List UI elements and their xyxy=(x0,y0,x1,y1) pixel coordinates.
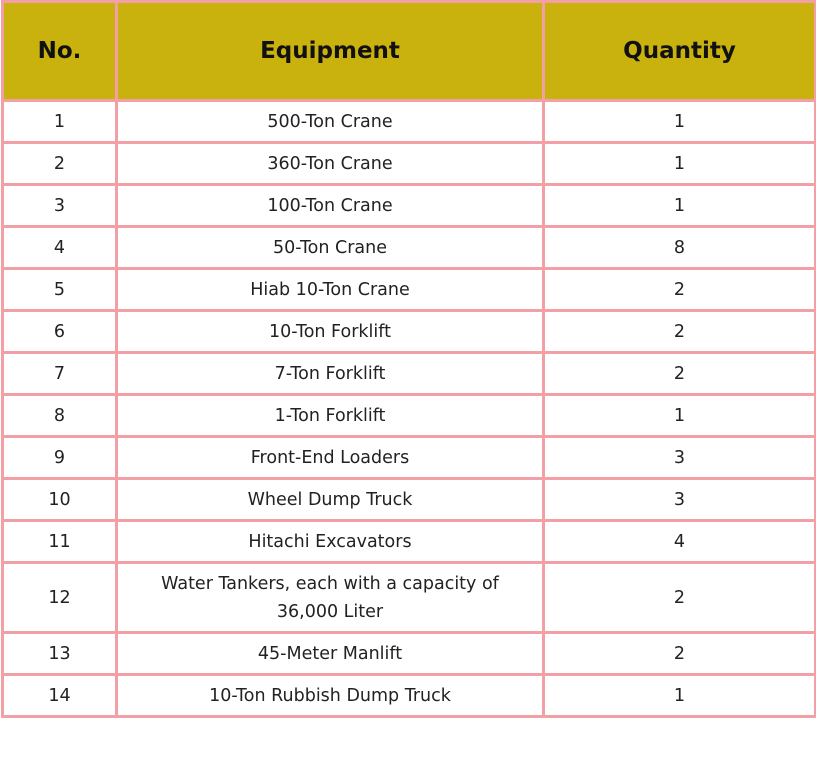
cell-no: 3 xyxy=(3,185,117,227)
cell-quantity: 1 xyxy=(544,185,816,227)
cell-no: 6 xyxy=(3,311,117,353)
table-row xyxy=(3,353,816,395)
cell-quantity: 1 xyxy=(544,101,816,143)
table-row xyxy=(3,437,816,479)
cell-equipment: 500-Ton Crane xyxy=(117,101,544,143)
cell-equipment: 45-Meter Manlift xyxy=(117,633,544,675)
header-no: No. xyxy=(3,2,117,101)
cell-equipment: Front-End Loaders xyxy=(117,437,544,479)
header-quantity: Quantity xyxy=(544,2,816,101)
table-row xyxy=(3,479,816,521)
cell-quantity: 2 xyxy=(544,563,816,633)
cell-equipment: Water Tankers, each with a capacity of 36,000 Liter xyxy=(117,563,544,633)
header-equipment: Equipment xyxy=(117,2,544,101)
table-row xyxy=(3,563,816,633)
cell-equipment: 10-Ton Rubbish Dump Truck xyxy=(117,675,544,717)
cell-no: 4 xyxy=(3,227,117,269)
cell-quantity: 2 xyxy=(544,311,816,353)
table-row xyxy=(3,395,816,437)
cell-equipment: Wheel Dump Truck xyxy=(117,479,544,521)
cell-no: 8 xyxy=(3,395,117,437)
table-header xyxy=(3,2,816,101)
cell-quantity: 1 xyxy=(544,143,816,185)
cell-quantity: 4 xyxy=(544,521,816,563)
cell-quantity: 3 xyxy=(544,479,816,521)
cell-equipment: 100-Ton Crane xyxy=(117,185,544,227)
cell-quantity: 2 xyxy=(544,633,816,675)
cell-equipment: 10-Ton Forklift xyxy=(117,311,544,353)
table-row xyxy=(3,101,816,143)
cell-equipment: Hiab 10-Ton Crane xyxy=(117,269,544,311)
cell-equipment: Hitachi Excavators xyxy=(117,521,544,563)
cell-equipment: 360-Ton Crane xyxy=(117,143,544,185)
cell-quantity: 1 xyxy=(544,395,816,437)
table-row xyxy=(3,311,816,353)
cell-no: 11 xyxy=(3,521,117,563)
cell-no: 13 xyxy=(3,633,117,675)
cell-no: 12 xyxy=(3,563,117,633)
cell-no: 9 xyxy=(3,437,117,479)
cell-quantity: 8 xyxy=(544,227,816,269)
cell-equipment: 1-Ton Forklift xyxy=(117,395,544,437)
cell-quantity: 2 xyxy=(544,269,816,311)
cell-no: 7 xyxy=(3,353,117,395)
table-row xyxy=(3,269,816,311)
table-body xyxy=(3,101,816,717)
equipment-table xyxy=(1,0,816,718)
table-row xyxy=(3,633,816,675)
table-row xyxy=(3,227,816,269)
table-row xyxy=(3,675,816,717)
cell-no: 2 xyxy=(3,143,117,185)
cell-quantity: 3 xyxy=(544,437,816,479)
table-row xyxy=(3,143,816,185)
table-row xyxy=(3,521,816,563)
cell-quantity: 1 xyxy=(544,675,816,717)
cell-quantity: 2 xyxy=(544,353,816,395)
cell-no: 10 xyxy=(3,479,117,521)
cell-no: 1 xyxy=(3,101,117,143)
table-row xyxy=(3,185,816,227)
cell-equipment: 50-Ton Crane xyxy=(117,227,544,269)
cell-no: 14 xyxy=(3,675,117,717)
cell-no: 5 xyxy=(3,269,117,311)
cell-equipment: 7-Ton Forklift xyxy=(117,353,544,395)
header-row xyxy=(3,2,816,101)
